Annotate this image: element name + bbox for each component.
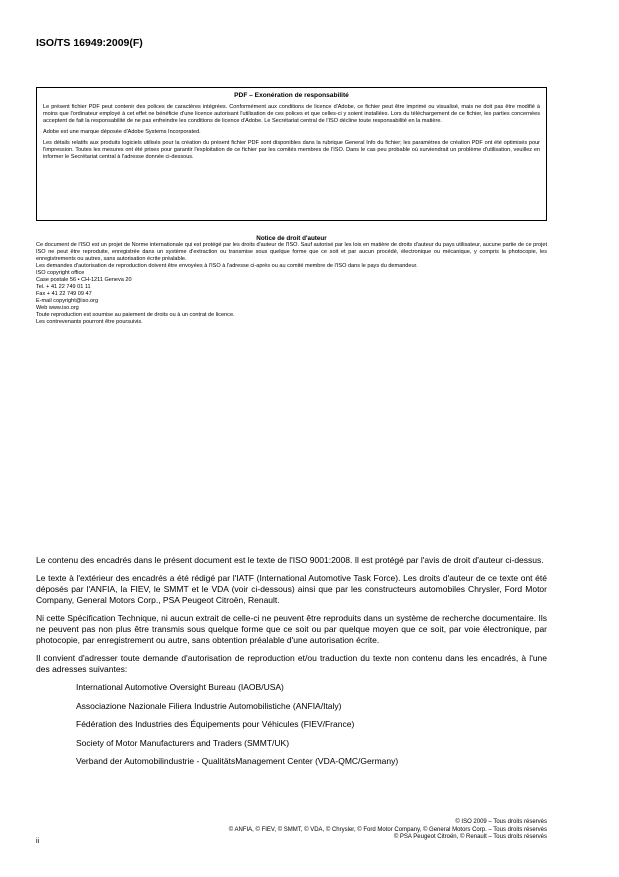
notice-office: ISO copyright office xyxy=(36,270,85,276)
pdf-disclaimer-box xyxy=(36,87,547,221)
notice-tel: Tel. + 41 22 749 01 11 xyxy=(36,284,91,290)
disclaimer-paragraph: Les détails relatifs aux produits logiciels utilisés pour la création du présent fichier PDF sont disponibles dans la rubrique General Info du fichier; les paramètres de création PDF ont été optimisés pour l'impression. Toutes les mesures ont été prises pour garantir l'exploitation de ce fichier par les comités membres de l'ISO. Dans le cas peu probable où surviendrait un problème d'utilisation, veuillez en informer le Secrétariat central à l'adresse donnée ci-dessous. xyxy=(43,140,540,160)
notice-fax: Fax + 41 22 749 09 47 xyxy=(36,291,92,297)
document-header: ISO/TS 16949:2009(F) xyxy=(36,37,143,49)
notice-web: Web www.iso.org xyxy=(36,305,79,311)
body-paragraph: Ni cette Spécification Technique, ni aucun extrait de celle-ci ne peuvent être reproduits dans un système de recherche documentaire. Ils ne peuvent pas non plus être transmis sous quelque forme que ce soit ou par quelque moyen que ce soit, par voie électronique, par photocopie, par enregistrement ou autre, sans obtention préalable d'une autorisation écrite. xyxy=(36,613,547,645)
footer-line: © PSA Peugeot Citroën, © Renault – Tous droits réservés xyxy=(393,834,547,840)
disclaimer-paragraph: Adobe est une marque déposée d'Adobe Systems Incorporated. xyxy=(43,129,201,135)
body-text xyxy=(36,555,547,775)
disclaimer-paragraph: Le présent fichier PDF peut contenir des polices de caractères intégrées. Conformément aux conditions de licence d'Adobe, ce fichier peut être imprimé ou visualisé, mais ne doit pas être modifié à moins que l'ordinateur employé à cet effet ne bénéficie d'une licence autorisant l'utilisation de ces polices et que celles-ci y soient installées. Lors du téléchargement de ce fichier, les parties concernées acceptent de fait la responsabilité de ne pas enfreindre les conditions de licence d'Adobe. Le Secrétariat central de l'ISO décline toute responsabilité en la matière. xyxy=(43,104,540,124)
footer-line: © ISO 2009 – Tous droits réservés xyxy=(455,819,547,825)
notice-paragraph: Les demandes d'autorisation de reproduction doivent être envoyées à l'ISO à l'adresse ci-après ou au comité membre de l'ISO dans le pays du demandeur. xyxy=(36,263,418,269)
address-list-item: Society of Motor Manufacturers and Traders (SMMT/UK) xyxy=(76,737,290,748)
notice-reproduction: Toute reproduction est soumise au paiement de droits ou à un contrat de licence. xyxy=(36,312,235,318)
notice-email: E-mail copyright@iso.org xyxy=(36,298,99,304)
body-paragraph: Le contenu des encadrés dans le présent document est le texte de l'ISO 9001:2008. Il est protégé par l'avis de droit d'auteur ci-dessus. xyxy=(36,555,544,565)
page-number: ii xyxy=(36,838,40,845)
notice-paragraph: Ce document de l'ISO est un projet de Norme internationale qui est protégé par les droits d'auteur de l'ISO. Sauf autorisé par les lois en matière de droits d'auteur du pays utilisateur, aucune partie de ce projet ISO ne peut être reproduite, enregistrée dans un système d'extraction ou transmise sous quelque forme que ce soit et par aucun procédé, électronique ou mécanique, y compris la photocopie, les enregistrements ou autres, sans autorisation écrite préalable. xyxy=(36,242,547,262)
body-paragraph: Le texte à l'extérieur des encadrés a été rédigé par l'IATF (International Automotive Task Force). Les droits d'auteur de ce texte ont été déposés par l'ANFIA, la FIEV, le SMMT et le VDA (voir ci-dessous) ainsi que par les constructeurs automobiles Chrysler, Ford Motor Company, General Motors Corp., PSA Peugeot Citroën, Renault. xyxy=(36,573,547,605)
address-list-item: Verband der Automobilindustrie - QualitätsManagement Center (VDA-QMC/Germany) xyxy=(76,756,399,766)
address-list-item: Associazione Nazionale Filiera Industrie Automobilistiche (ANFIA/Italy) xyxy=(76,700,342,711)
body-paragraph: Il convient d'adresser toute demande d'autorisation de reproduction et/ou traduction du texte non contenu dans les encadrés, à l'une des adresses suivantes: xyxy=(36,653,547,674)
address-list-item: Fédération des Industries des Équipements pour Véhicules (FIEV/France) xyxy=(76,719,355,729)
notice-address: Case postale 56 • CH-1211 Geneva 20 xyxy=(36,277,132,283)
disclaimer-title: PDF – Exonération de responsabilité xyxy=(234,92,349,99)
notice-offenders: Les contrevenants pourront être poursuivis. xyxy=(36,319,143,325)
footer-copyright xyxy=(36,819,547,842)
notice-title: Notice de droit d'auteur xyxy=(256,235,327,242)
footer-line: © ANFIA, © FIEV, © SMMT, © VDA, © Chrysler, © Ford Motor Company, © General Motors Corp. – Tous droits réservés xyxy=(228,826,547,833)
address-list-item: International Automotive Oversight Bureau (IAOB/USA) xyxy=(76,682,284,692)
copyright-notice xyxy=(36,235,547,326)
